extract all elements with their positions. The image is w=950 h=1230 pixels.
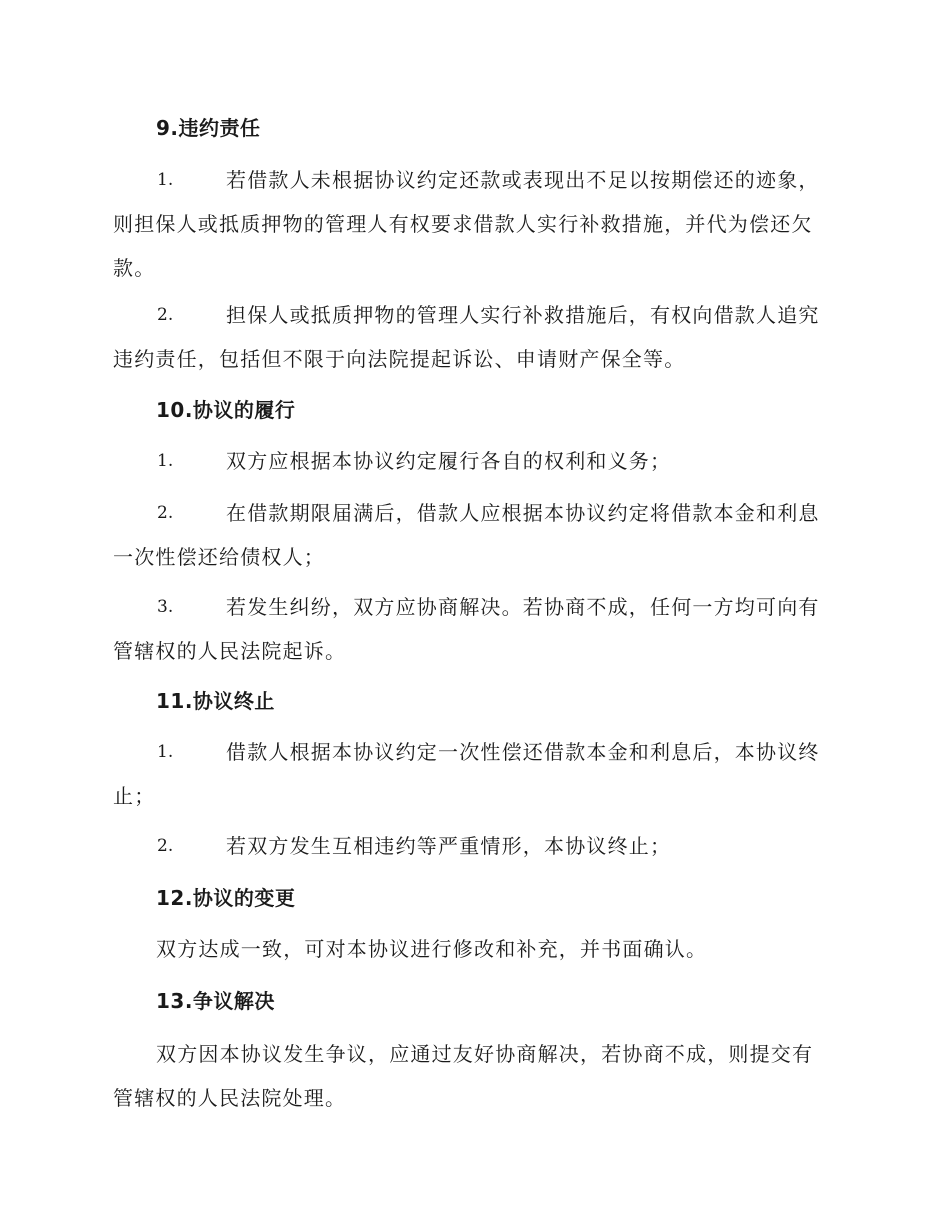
item-number: 1. [157, 451, 174, 471]
text-line: 若发生纠纷，双方应协商解决。若协商不成，任何一方均可向有 [226, 595, 820, 619]
text-line: 担保人或抵质押物的管理人实行补救措施后，有权向借款人追究 [226, 303, 820, 327]
text-line: 借款人根据本协议约定一次性偿还借款本金和利息后，本协议终 [226, 740, 820, 764]
text-line: 则担保人或抵质押物的管理人有权要求借款人实行补救措施，并代为偿还欠 [113, 212, 813, 236]
text-line: 管辖权的人民法院起诉。 [113, 639, 347, 663]
paragraph [113, 927, 835, 971]
text-line: 一次性偿还给债权人； [113, 545, 325, 569]
section-heading-13: 13.争议解决 [156, 989, 275, 1013]
paragraph [113, 1032, 835, 1120]
text-line: 双方因本协议发生争议，应通过友好协商解决，若协商不成，则提交有 [156, 1042, 814, 1066]
list-item [113, 491, 835, 579]
text-line: 双方应根据本协议约定履行各自的权利和义务； [226, 449, 672, 473]
text-line: 若借款人未根据协议约定还款或表现出不足以按期偿还的迹象， [226, 168, 820, 192]
list-item [113, 293, 835, 381]
list-item [113, 158, 835, 290]
section-heading-9: 9.违约责任 [156, 116, 261, 140]
item-number: 3. [157, 597, 174, 617]
list-item [113, 439, 835, 483]
section-heading-11: 11.协议终止 [156, 689, 275, 713]
item-number: 2. [157, 836, 174, 856]
item-number: 1. [157, 170, 174, 190]
text-line: 款。 [113, 256, 156, 280]
section-heading-10: 10.协议的履行 [156, 398, 296, 422]
list-item [113, 730, 835, 818]
item-number: 2. [157, 305, 174, 325]
list-item [113, 585, 835, 673]
list-item [113, 824, 835, 868]
text-line: 违约责任，包括但不限于向法院提起诉讼、申请财产保全等。 [113, 347, 686, 371]
text-line: 管辖权的人民法院处理。 [113, 1086, 347, 1110]
item-number: 2. [157, 503, 174, 523]
text-line: 双方达成一致，可对本协议进行修改和补充，并书面确认。 [156, 937, 708, 961]
section-heading-12: 12.协议的变更 [156, 886, 296, 910]
text-line: 止； [113, 784, 156, 808]
text-line: 在借款期限届满后，借款人应根据本协议约定将借款本金和利息 [226, 501, 820, 525]
item-number: 1. [157, 742, 174, 762]
text-line: 若双方发生互相违约等严重情形，本协议终止； [226, 834, 672, 858]
